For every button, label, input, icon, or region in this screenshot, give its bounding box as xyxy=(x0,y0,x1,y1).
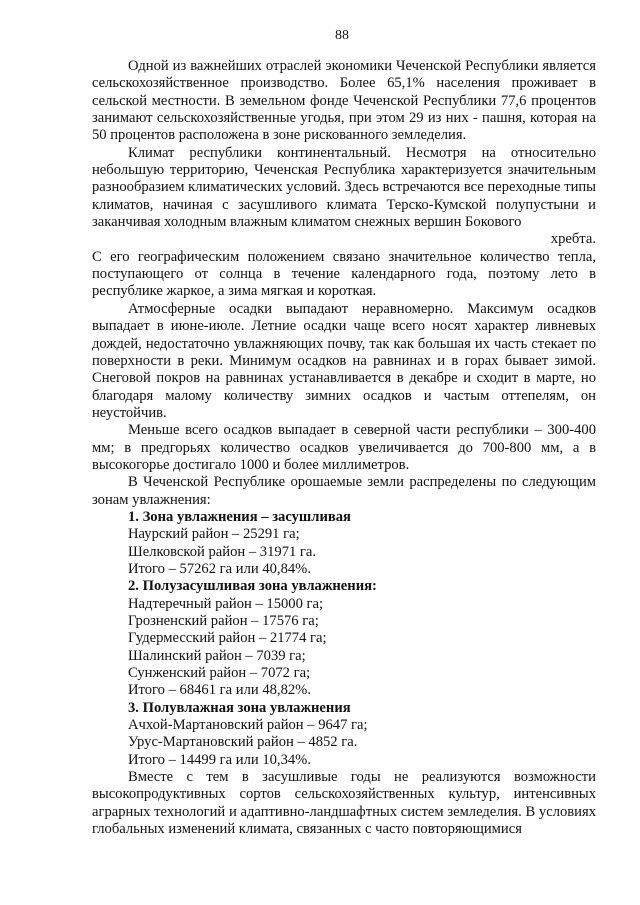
paragraph-climate-end-word: хребта. xyxy=(550,231,596,248)
paragraph-climate-end xyxy=(92,231,596,248)
zone-2 xyxy=(92,578,596,699)
zone-3 xyxy=(92,700,596,769)
paragraph-climate: Климат республики континентальный. Несмотря на относительно небольшую территорию, Чеченская Республика характеризуется значительным разнообразием климатических условий. Здесь встречаются все переходные типы климатов, начиная с засушливого климата Терско-Кумской полупустыни и заканчивая холодным влажным климатом снежных вершин Бокового xyxy=(92,144,596,231)
page-number: 88 xyxy=(335,28,349,43)
zone-heading: 3. Полувлажная зона увлажнения xyxy=(128,699,351,716)
zone-total: Итого – 57262 га или 40,84%. xyxy=(128,560,311,577)
zone-heading: 2. Полузасушливая зона увлажнения: xyxy=(128,578,377,595)
zone-list-item: Шелковской район – 31971 га. xyxy=(128,543,317,560)
paragraph-agriculture: Одной из важнейших отраслей экономики Чеченской Республики является сельскохозяйственное производство. Более 65,1% населения проживает в сельской местности. В земельном фонде Чеченской Республики 77,6 процентов занимают сельскохозяйственные угодья, при этом 29 из них - пашня, которая на 50 процентов расположена в зоне рискованного земледелия. xyxy=(92,58,596,144)
zone-list-item: Надтеречный район – 15000 га; xyxy=(128,595,324,612)
zone-list-item: Наурский район – 25291 га; xyxy=(128,526,300,543)
paragraph-irrigated-lands: В Чеченской Республике орошаемые земли распределены по следующим зонам увлажнения: xyxy=(92,474,596,508)
zone-list-item: Сунженский район – 7072 га; xyxy=(128,665,311,682)
zone-total: Итого – 14499 га или 10,34%. xyxy=(128,751,311,768)
zone-list-item: Гудермесский район – 21774 га; xyxy=(128,630,327,647)
zone-list-item: Грозненский район – 17576 га; xyxy=(128,613,319,629)
zone-heading: 1. Зона увлажнения – засушливая xyxy=(128,508,351,525)
paragraph-precipitation-amounts: Меньше всего осадков выпадает в северной части республики – 300-400 мм; в предгорьях количество осадков увеличивается до 700-800 мм, а в высокогорье достигало 1000 и более миллиметров. xyxy=(92,422,596,473)
zone-total: Итого – 68461 га или 48,82%. xyxy=(128,682,311,699)
paragraph-heat: С его географическим положением связано значительное количество тепла, поступающего от солнца в течение календарного года, поэтому лето в республике жаркое, а зима мягкая и короткая. xyxy=(92,248,596,300)
paragraph-precipitation: Атмосферные осадки выпадают неравномерно. Максимум осадков выпадает в июне-июле. Летние осадки чаще всего носят характер ливневых дождей, недостаточно увлажняющих почву, так как большая их часть стекает по поверхности в реки. Минимум осадков на равнинах и в горах бывает зимой. Снеговой покров на равнинах устанавливается в декабре и сходит в марте, но благодаря малому количеству зимних осадков и частым оттепелям, он неустойчив. xyxy=(92,300,596,421)
zone-1 xyxy=(92,509,596,578)
zone-list-item: Ачхой-Мартановский район – 9647 га; xyxy=(128,717,368,734)
zone-list-item: Урус-Мартановский район – 4852 га. xyxy=(128,734,358,751)
paragraph-dry-years: Вместе с тем в засушливые годы не реализуются возможности высокопродуктивных сортов сельскохозяйственных культур, интенсивных аграрных технологий и адаптивно-ландшафтных систем земледелия. В условиях глобальных изменений климата, связанных с часто повторяющимися xyxy=(92,769,596,838)
zone-list-item: Шалинский район – 7039 га; xyxy=(128,647,306,664)
page-content xyxy=(92,58,596,838)
